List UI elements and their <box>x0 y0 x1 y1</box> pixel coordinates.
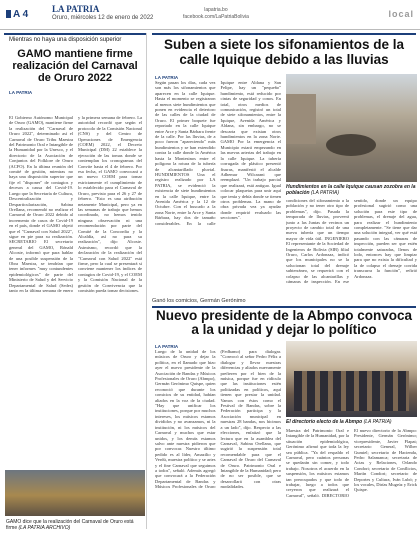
abmpo-directorio-photo <box>286 341 417 417</box>
left-photo-caption: GAMO dice que la realización del Carnaval de Oruro está firme (LA PATRIA ARCHIVO) <box>6 519 134 531</box>
section-label: local <box>388 9 414 19</box>
bottom-source: LA PATRIA <box>155 344 179 349</box>
iquique-street-photo <box>286 74 417 182</box>
left-source: LA PATRIA <box>9 90 33 95</box>
left-pretitle: Mientras no haya una disposición superior <box>4 33 146 46</box>
top-body-continued: condiciones del sifonamiento a la población y no tener otro tipo de problemas", dijo. Pasada la temporada de lluvias, proveerá junto a las Juntas de vecinos un proyecto de cambio total de una nueva tubería que un tiempo mayor de vida útil. INGENIERO El representante de la Sociedad de Ingenieros de Bolivia (SIB) filial Oruro, Carlos Ardonzaz, indicó que los municipales no se la solucionan total del drenaje subterráneo, se requerirá con el colapso de las alcantarillas y cámaras de inspección. En ese sentido, donde un equipo profesional sugirió como una solución para este tipo de problemas, el drenaje del agua, para realizar el hundimiento completamente. "Se tiene que dar una solución integral, ver qué está pasando con las cámaras de inspección, pueden ser que estén totalmente saturadas, llenos de lodo, entonces hay que limpiar para que no exista la dificultad y la de colapso el drenaje corrida transcurra la función", refirió Ardonzaz. <box>286 198 417 285</box>
web-links: lapatria.bo facebook.com/LaPatriaBolivia <box>183 7 249 20</box>
left-headline: GAMO mantiene firme realización del Carnaval de Oruro 2022 <box>12 48 138 84</box>
brand-name: LA PATRIA <box>52 4 100 14</box>
page-header <box>0 0 420 30</box>
issue-date: Oruro, miércoles 12 de enero de 2022 <box>52 15 154 21</box>
bottom-kicker: Ganó los comicios, Germán Gerónimo <box>152 298 246 304</box>
top-source: LA PATRIA <box>155 75 179 80</box>
bottom-photo-caption: El directorio electo de la Abmpo (LA PATRIA) <box>286 419 392 425</box>
bottom-body: Luego de la unidad de los músicos de Oruro y dejar la política, en el llamado que hizo ayer el nuevo presidente de la Asociación de Bandas y Músicos Profesionales de Oruro (Abmpo), Germán Gerónimo Quispe, quien reconoció que durante los comicios de su entidad, habían aliados en la voz de la ciudad. "Hay que unificar los instituciones, porque por muchos intereses, los músicos estamos divididos y no avanzamos, ni la institución, ni los músicos del Carnaval y muchos que estar unidos, y los demás estamos salvo ante nuestra pidieron que por convocar. Nuestro último pedido es al líder, Amazilio y Verdú, muestra político y se artes y el fine Carnaval que seguimos a todos", señaló. Además agregó que convocará a la Federación Departamental de Bandas y Músicos Profesionales de Oruro (Fedbamo) para dialogar. "Convocó al señor Pedro Félix a dialogar y llevar nuestras diferencias y aliados nuevamente prefieren por el bien de la música, porque fue en ridículo que las instituciones estén politizadas en políticos, aquí tienen que prestar la unidad. Vamos con éstos como el Festival de Bandas, sobre la Federación participa y la Asociación municipal en nuestras 28 bandas, nos hicimos a un lado", dijo. Respecto a las elecciones, enfatizó que la lectura que en la asamblea del Carnaval, Sabina Orellana, que sugirió la suspensión total recomendable para que el Carnaval de Oruro del Carnaval de Oruro. Patrimonio Oral e Intangible de la Humanidad; pero de no ser posible, que se desarrollará con otras modalidades. <box>155 349 281 490</box>
left-article <box>4 33 147 529</box>
carnaval-photo <box>5 470 145 516</box>
top-body: Según pasan los días, cada vez son más los sifonamientos que aparecen en la calle Iquique. Hasta el momento se registraron al menos siete hundimientos que ponen en evidencia el deterioro de las calles de la ciudad de Oruro. El primer boquete fue reportado en la calle Iquique entre Arce y Santa Bárbara frente de la calle. Por las lluvias, de a poco fueron "apareciendo" más hundimientos y se han extendido contra la calle donde la América hasta la Montesinos entre el polígono la rotura de la tubería de alcantarillado pluvial. HUNDIMIENTOS Una el registro realizado por LA PATRIA, se evidenció la existencia de siete hundimientos en la calle Iquique, entre la Avenida América y la 12 de Octubre. Con el buscado a la zona Norte, entre la Arce y Santa Bárbara, hay dos de tamaño considerables. En la calle Iquique entre Aldana y San Felipe, hay un "pequeño" hundimiento, está reducido por cintas de seguridad y conos. En total, otros medios de comunicación, registró un total de siete sifonamientos, entre la Iquique, Avenida América y Aldana, sin embargo, no se descarta que existan otros hundimientos en la zona Norte. GAMO Por la emergencia el Municipio estará empezando en las nuevas arterias del trabajo en la calle Iquique. La tubería corrugada de plástico presentó fisuras, manifestó el alcalde Adhemar Wilcarani que reemplazó. "Un trabajo parcial que realizará, está antiguo. Igual colocar plaquetas para unir aquí que tenía y debía donde se tienen otros problemas. La mano de obra privada vea ya ayudar donde requirió evaluarlo las secciones". <box>155 80 281 226</box>
bottom-body-continued: Maestra del Patrimonio Oral e Intangible de la Humanidad, por la situación epidemiológica, Gerónimo afirmó que toda la ley sea pública. "Ya del respaldo el Carnaval, pero cuántos personas se quedarán sin comer, y todo trabajo. Nosotros el acuerdo en la suspensión, los músicos estamos tan preocupados y que todo de trabajar, luego a todos que creyeron que realizará el Carnaval", señaló. DIRECTORIO El nuevo directorio de la Abmpo: Presidente, Germán Gerónimo; vicepresidente, Javier Flapat; secretario General, Wilber Gumiel; secretario de Hacienda, Pedro Salamanca; secretaria de Actas y Relaciones, Orlando Condori; secretario de Conflictos, Martín Condori; secretario de Deportes y Cultura, Iván Lubó; y los vocales, Dirías Mugrúz y Erick Quispe. <box>286 428 417 498</box>
top-headline: Suben a siete los sifonamientos de la calle Iquique debido a las lluvias <box>163 37 405 67</box>
page-number: A 4 <box>6 9 28 20</box>
left-body: El Gobierno Autónomo Municipal de Oruro (GAMO), mantiene firme la realización del "Carnaval de Oruro 2022", determinado así el Carnaval de Oruro Tribu Maestra del Patrimonio Oral e Intangible de la Humanidad por la Unesco, y el directorio de la Asociación de Conjuntos del Folklore de Oruro (ACFO). En la última reunión del comité de gestión, mientras no haya una disposición superior que fije el "disponer" de contagios y decesos a causa del Covid-19. Luego que la Secretaría de Cultura, Descentralización y Desparticularización, Sabina Orellana, recomendó no realizar el Carnaval de Oruro 2022 debido al incremento de casos de Covid-19 en el país, donde el GAMO objetó que el "Carnaval con Salud 2022", sigue en pie para su realización. SECRETARIO El secretario general del GAMO, Rónald Alcoste, informó que para hablar de una posible suspensión de la Obra Maestra, se tendrían que tener informes "muy contundentes epidemiológicos" de parte del Ministerio de Salud y del Servicio Departamental de Salud (Sedes) tanto en la última semana de enero y la primera semana de febrero. La autoridad recordó que según el protocolo de la Comisión Nacional (CNS) y del Centro de Operaciones de Emergencia (COEM) 2022, el Decreto Municipal (DM) 22 establece la ejecución de las tomas donde se contemplan los cronogramas del Convite hasta el 4 de febrero. Por esa fecha, el GAMO convocará a un nuevo COEM para tomar estrictamente el cumplimiento de lo establecido para el Carnaval de Oruro, previsto para el 26 y 27 de febrero. "Esto es una atribución netamente Municipal, pero ya en las semanas de trabajo que hemos coordinado, no hemos tenido ninguna observación ni una recomendación por parte del Comité de la Concordia y la Alcaldía, así no para su realización", dijo Alcoste. Asimismo, recordó que la declaración de la realización del "Carnaval con Salud 2022" está firme, pero la cual se presentará si conviene mantener los índices de contagios de Covid-19, y el COEM y la Comisión Nacional de la gestión de Convivencia que la comisión pueda tomar decisiones. <box>9 115 142 293</box>
top-divider <box>152 33 416 35</box>
top-photo-caption: Hundimientos en la calle Iquique causan zozobra en la población (LA PATRIA) <box>286 184 416 196</box>
bottom-headline: Nuevo presidente de la Abmpo convoca a la unidad y dejar lo político <box>155 308 413 337</box>
